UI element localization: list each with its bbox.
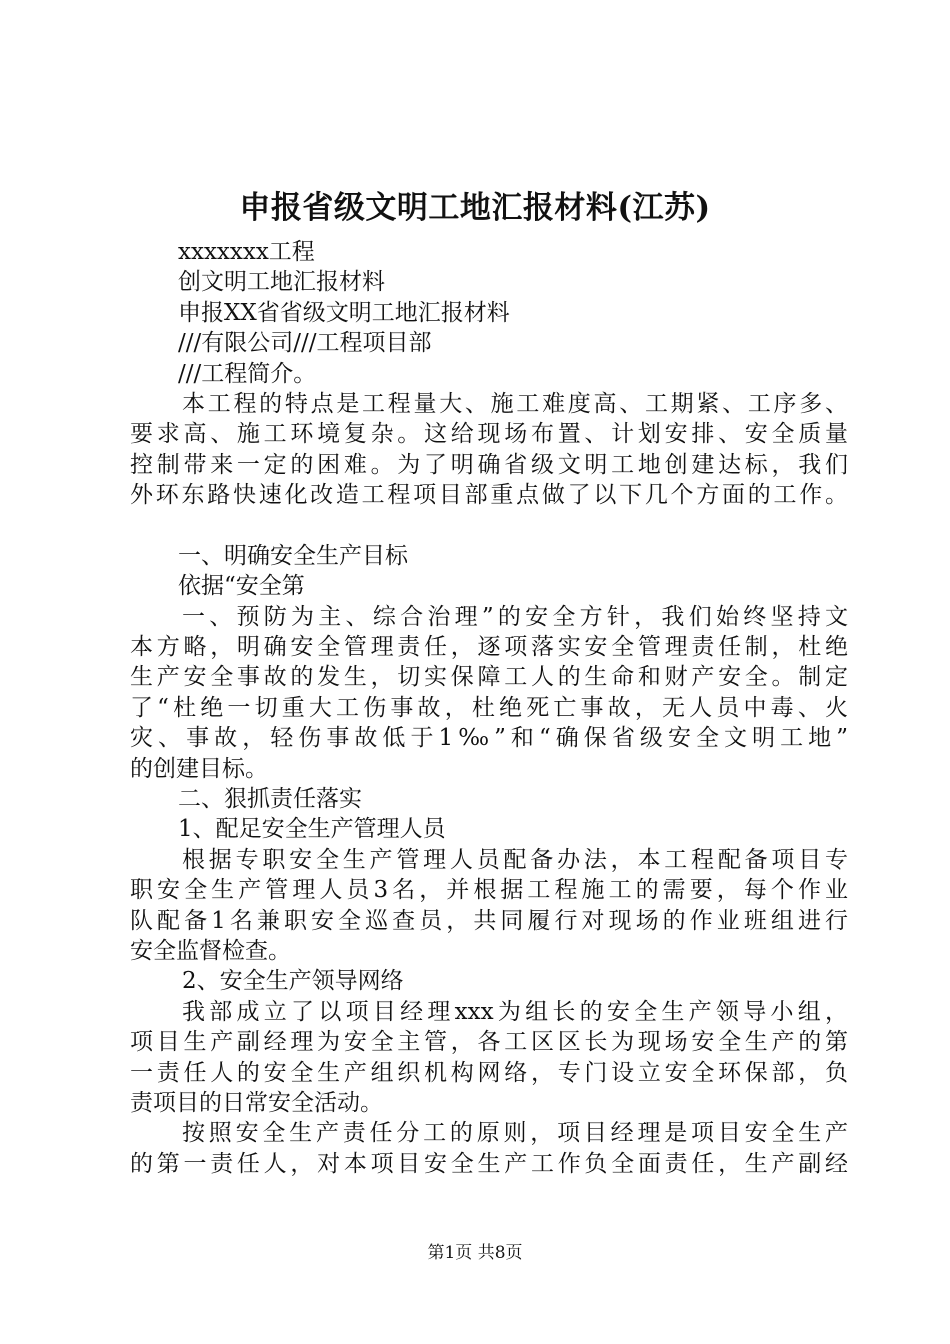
section2-heading: 二、狠抓责任落实 [178,786,362,813]
intro-line: 控制带来一定的困难。为了明确省级文明工地创建达标，我们 [130,451,848,478]
paragraph-gap [130,511,848,541]
header-line-company: ///有限公司///工程项目部 [178,330,432,357]
section1-line: 本方略，明确安全管理责任，逐项落实安全管理责任制，杜绝 [130,634,848,661]
header-line-material: 创文明工地汇报材料 [178,269,385,296]
section2-sub2-line: 我部成立了以项目经理xxx为组长的安全生产领导小组， [182,998,848,1025]
section2-sub1-line: 队配备1名兼职安全巡查员，共同履行对现场的作业班组进行 [130,907,848,934]
section2-sub1-heading: 1、配足安全生产管理人员 [178,816,446,843]
intro-line: 外环东路快速化改造工程项目部重点做了以下几个方面的工作。 [130,482,848,509]
section2-sub2-line: 项目生产副经理为安全主管，各工区区长为现场安全生产的第 [130,1029,848,1056]
section1-line: 的创建目标。 [130,755,268,782]
section1-lead: 依据“安全第 [178,573,305,600]
section2-sub2-line: 责项目的日常安全活动。 [130,1089,383,1116]
document-body [130,237,848,1179]
section1-line: 生产安全事故的发生，切实保障工人的生命和财产安全。制定 [130,664,848,691]
section1-heading: 一、明确安全生产目标 [178,542,408,569]
header-line-application: 申报XX省省级文明工地汇报材料 [178,299,510,326]
intro-line: 本工程的特点是工程量大、施工难度高、工期紧、工序多、 [182,390,848,417]
intro-line: 要求高、施工环境复杂。这给现场布置、计划安排、安全质量 [130,421,848,448]
section2-sub2-line2: 按照安全生产责任分工的原则，项目经理是项目安全生产 [182,1120,848,1147]
section1-line: 灾、事故，轻伤事故低于1‰”和“确保省级安全文明工地” [130,725,848,752]
section2-sub2-heading: 2、安全生产领导网络 [182,968,404,995]
page-number-footer: 第1页 共8页 [427,1243,523,1263]
section2-sub1-line: 安全监督检查。 [130,937,291,964]
section2-sub1-line: 根据专职安全生产管理人员配备办法，本工程配备项目专 [182,846,848,873]
section2-sub1-line: 职安全生产管理人员3名，并根据工程施工的需要，每个作业 [130,877,848,904]
document-title: 申报省级文明工地汇报材料(江苏) [239,190,711,226]
section2-sub2-line: 一责任人的安全生产组织机构网络，专门设立安全环保部，负 [130,1059,848,1086]
section2-sub2-line2: 的第一责任人，对本项目安全生产工作负全面责任，生产副经 [130,1150,848,1177]
header-line-brief: ///工程简介。 [178,360,317,387]
header-line-project: xxxxxxx工程 [178,239,315,265]
section1-line: 一、预防为主、综合治理”的安全方针，我们始终坚持文 [182,603,848,630]
section1-line: 了“杜绝一切重大工伤事故，杜绝死亡事故，无人员中毒、火 [130,694,848,721]
